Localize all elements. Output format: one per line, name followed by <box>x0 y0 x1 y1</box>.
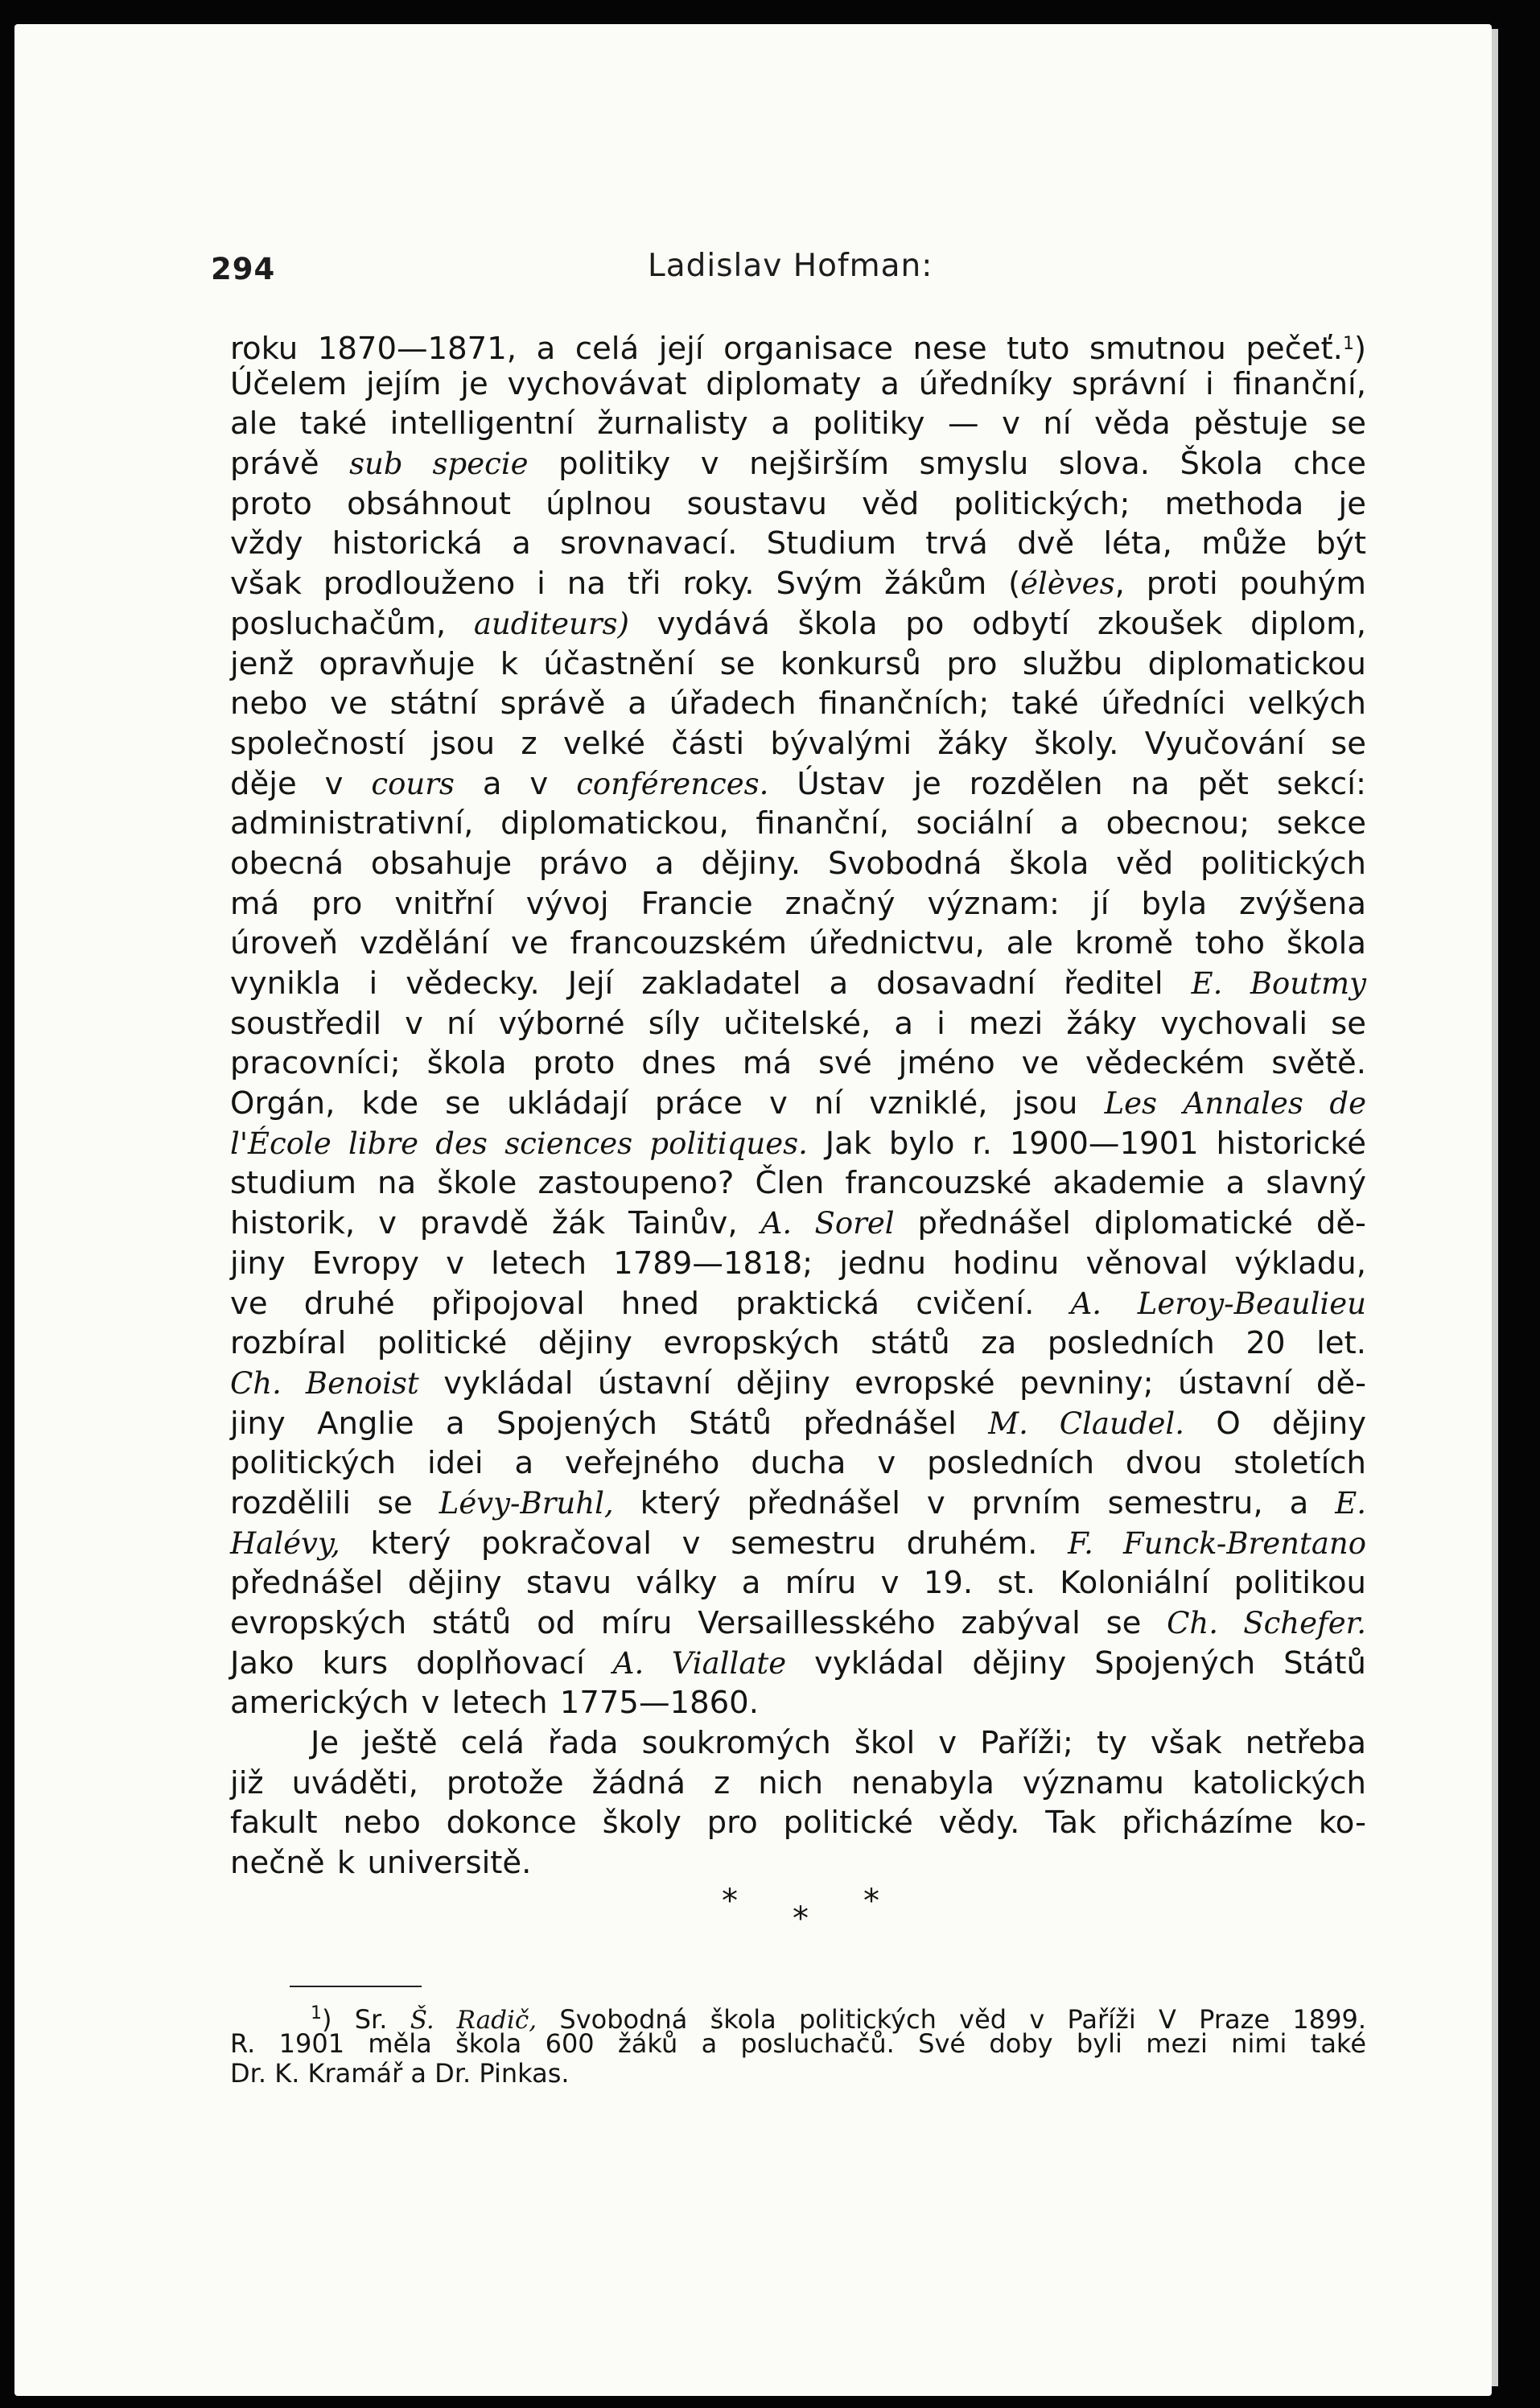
body-line <box>230 964 1366 1004</box>
footnote-line <box>230 2059 1366 2089</box>
body-line <box>230 804 1366 844</box>
footnotes <box>230 1998 1366 2089</box>
text-run: R. 1901 měla škola 600 žáků a posluchačů. Své doby byli mezi nimi také <box>230 2027 1366 2059</box>
text-run: pracovníci; škola proto dnes má své jméno ve vědeckém světě. <box>230 1045 1366 1082</box>
body-line <box>230 1803 1366 1843</box>
page-edge <box>1492 29 1498 2386</box>
text-run: nebo ve státní správě a úřadech finančních; také úředníci velkých <box>230 685 1366 722</box>
body-line <box>230 1843 1366 1883</box>
asterisk: * <box>863 1883 879 1920</box>
text-run: společností jsou z velké části bývalými žáky školy. Vyučování se <box>230 725 1366 762</box>
text-run: jiny Evropy v letech 1789—1818; jednu hodinu věnoval výkladu, <box>230 1245 1366 1282</box>
text-run: Jako kurs doplňovací <box>230 1644 613 1681</box>
text-run: právě <box>230 446 350 483</box>
text-run: administrativní, diplomatickou, finanční, sociální a obecnou; sekce <box>230 805 1366 842</box>
text-run: O dějiny <box>1184 1405 1366 1442</box>
italic-text: E. Boutmy <box>1191 966 1366 1001</box>
body-line <box>230 404 1366 444</box>
body-line <box>230 1163 1366 1204</box>
body-line <box>230 724 1366 764</box>
italic-text: Les Annales de <box>1104 1086 1366 1122</box>
body-line <box>230 364 1366 405</box>
italic-text: F. Funck-Brentano <box>1068 1525 1366 1561</box>
footnote-rule <box>290 1986 422 1987</box>
text-run: vykládal dějiny Spojených Států <box>786 1644 1366 1681</box>
footnote-marker: 1 <box>311 2003 322 2023</box>
text-run: Orgán, kde se ukládají práce v ní vzniklé, jsou <box>230 1085 1105 1122</box>
body-line <box>230 1364 1366 1404</box>
italic-text: conférences. <box>576 766 769 801</box>
text-run: úroveň vzdělání ve francouzském úřednictvu, ale kromě toho škola <box>230 925 1366 962</box>
italic-text: Halévy, <box>230 1525 340 1561</box>
body-line <box>230 1204 1366 1244</box>
body-line <box>230 1124 1366 1164</box>
text-run: má pro vnitřní vývoj Francie značný význam: jí byla zvýšena <box>230 885 1366 922</box>
text-run: však prodlouženo i na tři roky. Svým žákům ( <box>230 566 1021 603</box>
italic-text: A. Viallate <box>612 1645 787 1681</box>
body-line <box>230 324 1366 367</box>
body-line <box>230 524 1366 564</box>
text-run: evropských států od míru Versaillesského zabýval se <box>230 1605 1167 1641</box>
text-run: ) Sr. <box>322 2004 410 2035</box>
body-line <box>230 1644 1366 1684</box>
body-line <box>230 644 1366 685</box>
body-line <box>230 564 1366 604</box>
body-line <box>230 1484 1366 1524</box>
text-run: vydává škola po odbytí zkoušek diplom, <box>628 605 1366 642</box>
text-run: rozdělili se <box>230 1484 439 1521</box>
body-line <box>230 1443 1366 1484</box>
text-run: proto obsáhnout úplnou soustavu věd politických; methoda je <box>230 485 1366 522</box>
body-line <box>230 884 1366 924</box>
text-run: posluchačům, <box>230 605 474 642</box>
italic-text: A. Leroy-Beaulieu <box>1070 1286 1366 1321</box>
text-run: jiny Anglie a Spojených Států přednášel <box>230 1405 989 1442</box>
body-line <box>230 1404 1366 1444</box>
body-line <box>230 1563 1366 1603</box>
text-run: politických idei a veřejného ducha v posledních dvou stoletích <box>230 1445 1366 1482</box>
text-run: který přednášel v prvním semestru, a <box>613 1484 1336 1521</box>
italic-text: Š. Radič, <box>410 2006 537 2035</box>
text-run: roku 1870—1871, a celá její organisace nese tuto smutnou pečeť. <box>230 331 1343 367</box>
italic-text: l'École libre des sciences politiques. <box>230 1126 808 1161</box>
text-run: obecná obsahuje právo a dějiny. Svobodná škola věd politických <box>230 845 1366 882</box>
italic-text: M. Claudel. <box>988 1406 1184 1441</box>
body-line <box>230 1603 1366 1644</box>
body-line <box>230 1084 1366 1124</box>
text-run: přednášel diplomatické dě- <box>894 1205 1366 1242</box>
text-run: Účelem jejím je vychovávat diplomaty a úředníky správní i finanční, <box>230 365 1366 402</box>
text-run: přednášel dějiny stavu války a míru v 19. st. Koloniální politikou <box>230 1565 1366 1602</box>
running-head: Ladislav Hofman: <box>648 248 933 284</box>
text-run: Je ještě celá řada soukromých škol v Paříži; ty však netřeba <box>311 1725 1366 1762</box>
italic-text: Ch. Benoist <box>230 1365 419 1401</box>
text-run: a v <box>454 765 577 802</box>
text-run: děje v <box>230 765 372 802</box>
text-run: vždy historická a srovnavací. Studium trvá dvě léta, může být <box>230 525 1366 562</box>
italic-text: A. Sorel <box>760 1206 895 1241</box>
body-line <box>230 484 1366 525</box>
italic-text: cours <box>371 766 455 801</box>
body-line <box>230 924 1366 964</box>
body-line <box>230 844 1366 884</box>
text-run: politiky v nejširším smyslu slova. Škola chce <box>528 446 1366 483</box>
asterisk: * <box>793 1900 809 1937</box>
footnote-marker: 1 <box>1342 334 1354 354</box>
text-run: Svobodná škola politických věd v Paříži V Praze 1899. <box>537 2004 1366 2035</box>
body-line <box>230 1244 1366 1284</box>
body-line <box>230 1723 1366 1764</box>
footnote-line <box>230 2029 1366 2060</box>
text-run: nečně k universitě. <box>230 1845 532 1882</box>
body-line <box>230 1524 1366 1564</box>
body-text <box>230 324 1366 1883</box>
text-run: Jak bylo r. 1900—1901 historické <box>807 1125 1366 1162</box>
text-run: historik, v pravdě žák Tainův, <box>230 1205 761 1242</box>
text-run: jenž opravňuje k účastnění se konkursů pro službu diplomatickou <box>230 645 1366 682</box>
body-line <box>230 604 1366 644</box>
text-run: rozbíral politické dějiny evropských států za posledních 20 let. <box>230 1325 1366 1362</box>
body-line <box>230 684 1366 724</box>
text-run: Ústav je rozdělen na pět sekcí: <box>768 765 1366 802</box>
italic-text: Lévy-Bruhl, <box>439 1485 614 1521</box>
text-run: vynikla i vědecky. Její zakladatel a dosavadní ředitel <box>230 965 1192 1002</box>
text-run: ve druhé připojoval hned praktická cvičení. <box>230 1285 1071 1322</box>
text-run: ) <box>1353 331 1366 367</box>
body-line <box>230 1284 1366 1324</box>
body-line <box>230 764 1366 805</box>
body-line <box>230 1004 1366 1044</box>
asterisk: * <box>722 1883 738 1920</box>
body-line <box>230 1683 1366 1723</box>
text-run: který pokračoval v semestru druhém. <box>340 1525 1069 1562</box>
page-header <box>0 244 1540 292</box>
page-number: 294 <box>211 252 276 286</box>
text-run: vykládal ústavní dějiny evropské pevniny; ústavní dě- <box>418 1365 1366 1402</box>
body-line <box>230 1323 1366 1364</box>
text-run: studium na škole zastoupeno? Člen francouzské akademie a slavný <box>230 1165 1366 1202</box>
text-run: Dr. K. Kramář a Dr. Pinkas. <box>230 2058 570 2089</box>
body-line <box>230 1043 1366 1084</box>
body-line <box>230 1764 1366 1804</box>
italic-text: élèves <box>1020 566 1115 602</box>
text-run: již uváděti, protože žádná z nich nenabyla významu katolických <box>230 1764 1366 1801</box>
footnote-line <box>230 1998 1366 2035</box>
text-run: , proti pouhým <box>1114 566 1366 603</box>
italic-text: Ch. Schefer. <box>1167 1606 1366 1640</box>
italic-text: sub specie <box>349 447 529 482</box>
text-run: ale také intelligentní žurnalisty a politiky — v ní věda pěstuje se <box>230 405 1366 442</box>
text-run: fakult nebo dokonce školy pro politické vědy. Tak přicházíme ko- <box>230 1805 1366 1842</box>
italic-text: E. <box>1335 1485 1366 1521</box>
body-line <box>230 444 1366 484</box>
text-run: soustředil v ní výborné síly učitelské, a i mezi žáky vychovali se <box>230 1005 1366 1042</box>
text-run: amerických v letech 1775—1860. <box>230 1685 759 1722</box>
italic-text: auditeurs) <box>473 606 629 641</box>
